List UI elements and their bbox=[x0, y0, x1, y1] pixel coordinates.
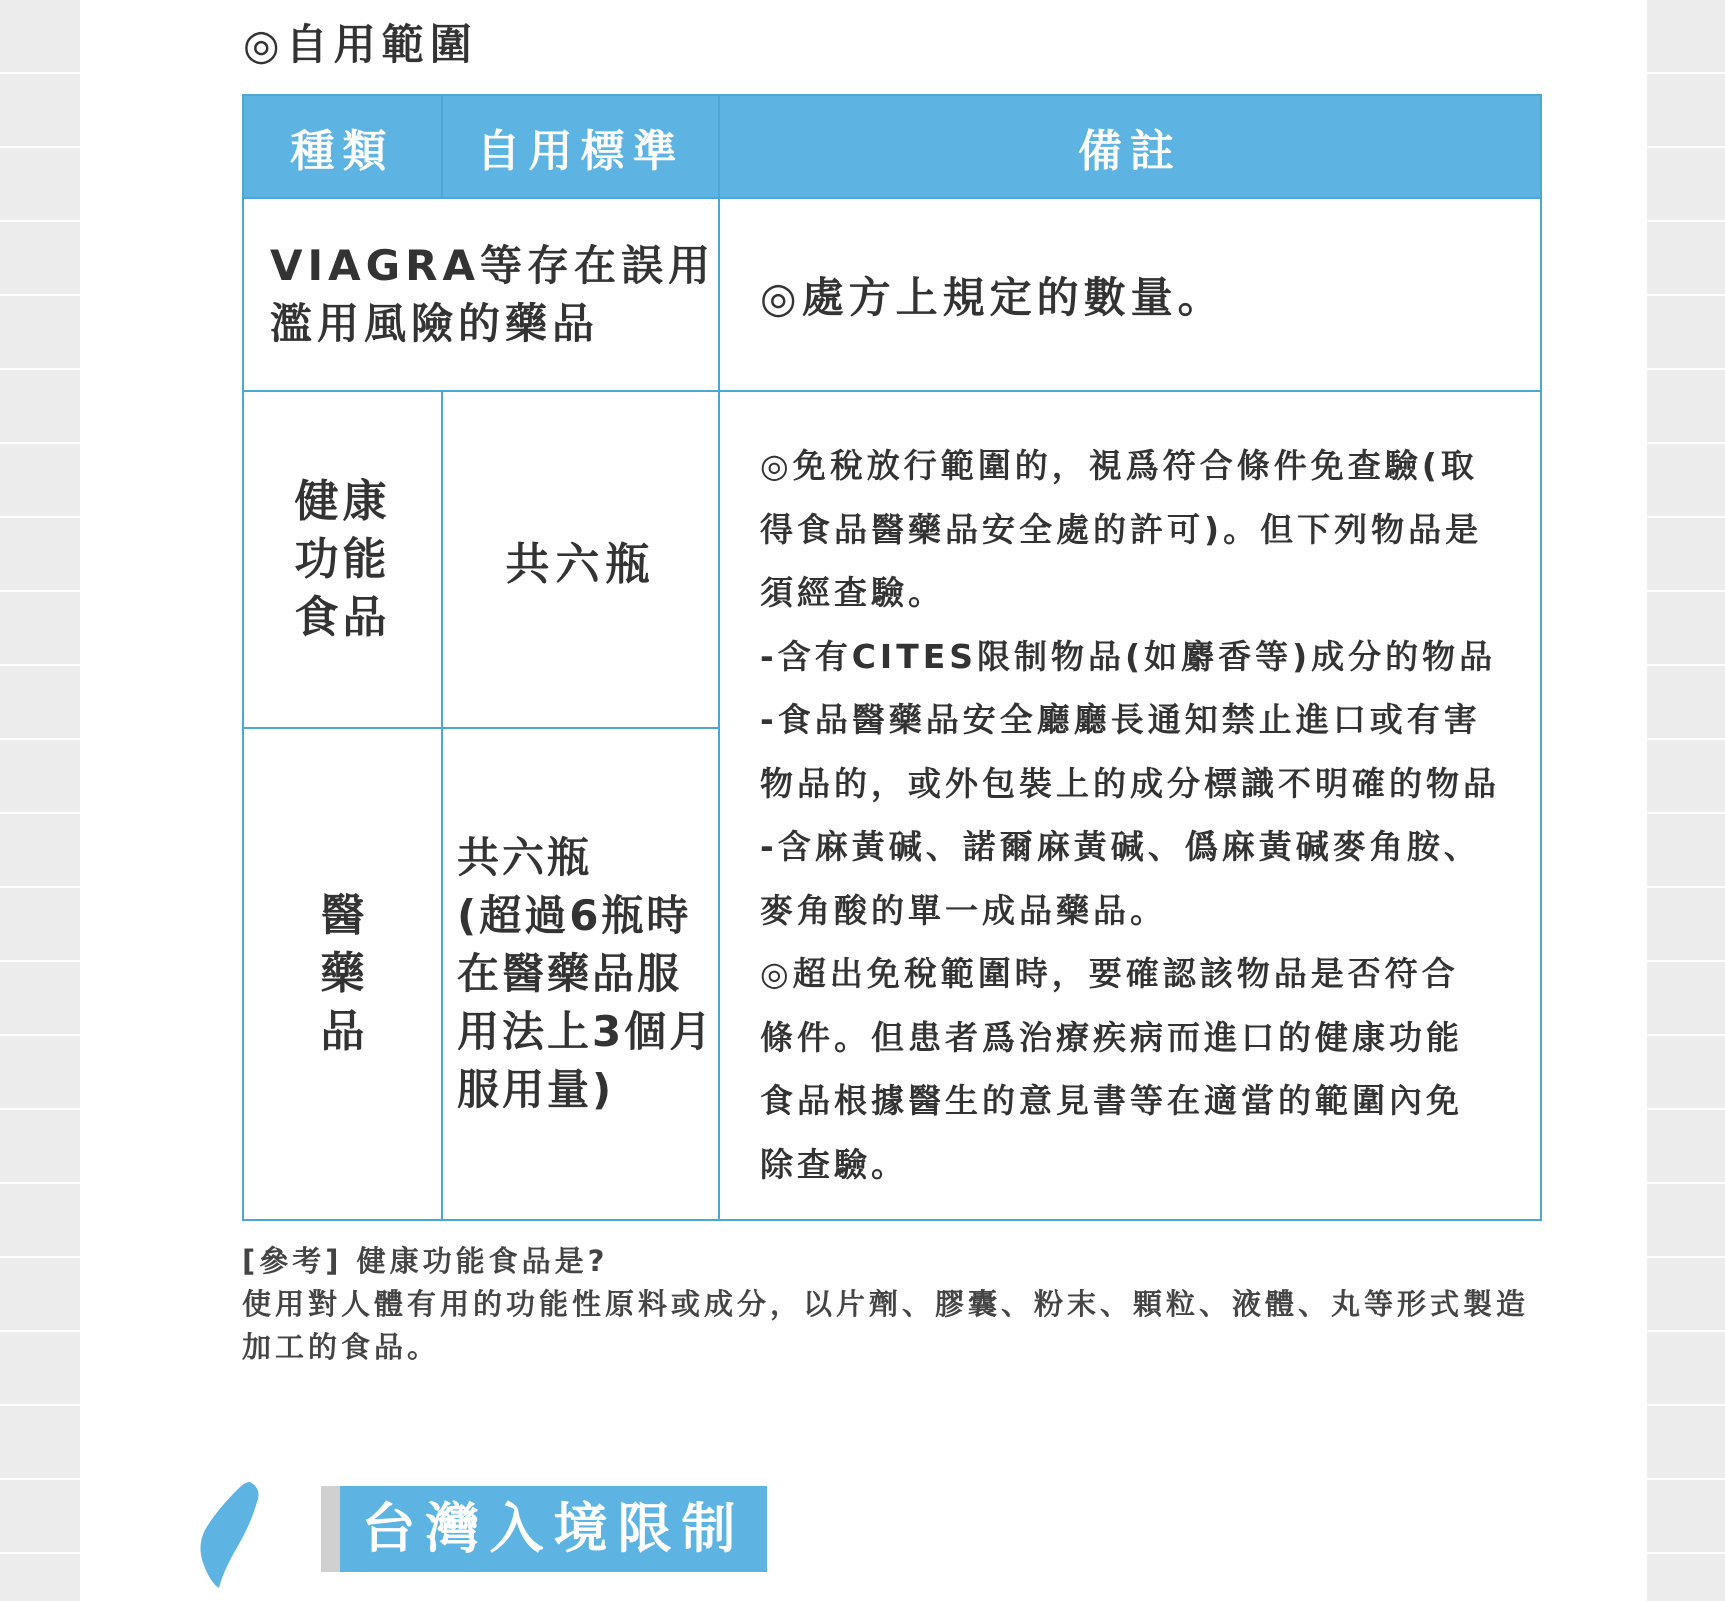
header-type: 種類 bbox=[243, 95, 442, 198]
standard-line: 用法上3個月 bbox=[457, 1007, 715, 1056]
viagra-label bbox=[243, 198, 719, 391]
note-line: 使用對人體有用的功能性原料或成分，以片劑、膠囊、粉末、顆粒、液體、丸等形式製造 bbox=[242, 1287, 1530, 1321]
header-remarks: 備註 bbox=[719, 95, 1541, 198]
standard-line: (超過6瓶時 bbox=[457, 891, 692, 940]
self-use-table bbox=[242, 94, 1542, 1221]
category-line: 健康 bbox=[294, 475, 391, 527]
page bbox=[80, 0, 1647, 1601]
viagra-remark: ◎處方上規定的數量。 bbox=[719, 198, 1541, 391]
category-line: 藥 bbox=[320, 948, 365, 999]
standard-line: 共六瓶 bbox=[457, 833, 593, 882]
medicine-standard bbox=[442, 728, 719, 1220]
table-row-health-food bbox=[243, 391, 1541, 728]
remark-line: 得食品醫藥品安全處的許可)。但下列物品是 bbox=[760, 509, 1483, 549]
note-line: 加工的食品。 bbox=[242, 1330, 441, 1364]
health-food-standard: 共六瓶 bbox=[442, 391, 719, 728]
header-standard: 自用標準 bbox=[442, 95, 719, 198]
taiwan-map-icon bbox=[195, 1480, 265, 1592]
viagra-label-line: VIAGRA等存在誤用 bbox=[270, 240, 715, 290]
remark-line: 除查驗。 bbox=[760, 1144, 908, 1184]
remark-line: -含有CITES限制物品(如麝香等)成分的物品 bbox=[760, 636, 1497, 676]
table-row-viagra bbox=[243, 198, 1541, 391]
remark-line: -含麻黃碱、諾爾麻黃碱、僞麻黃碱麥角胺、 bbox=[760, 827, 1481, 866]
taiwan-entry-banner: 台灣入境限制 bbox=[340, 1486, 767, 1572]
medicine-category bbox=[243, 728, 442, 1220]
remark-line: ◎超出免稅範圍時，要確認該物品是否符合 bbox=[760, 954, 1459, 993]
standard-line: 在醫藥品服 bbox=[457, 949, 683, 998]
category-line: 功能 bbox=[294, 533, 391, 585]
health-food-category bbox=[243, 391, 442, 728]
remark-line: 物品的，或外包裝上的成分標識不明確的物品 bbox=[760, 763, 1500, 803]
section-title: ◎自用範圍 bbox=[243, 20, 478, 69]
remark-line: 食品根據醫生的意見書等在適當的範圍內免 bbox=[760, 1081, 1463, 1120]
remark-line: -食品醫藥品安全廳廳長通知禁止進口或有害 bbox=[760, 700, 1481, 739]
standard-line: 服用量) bbox=[457, 1065, 615, 1114]
remark-line: 須經查驗。 bbox=[760, 573, 945, 612]
category-line: 食品 bbox=[294, 591, 391, 643]
remark-line: ◎免稅放行範圍的，視爲符合條件免查驗(取 bbox=[760, 446, 1478, 485]
shared-remarks bbox=[719, 391, 1541, 1220]
reference-note bbox=[242, 1240, 1542, 1369]
category-line: 品 bbox=[320, 1006, 365, 1057]
note-title: [參考] 健康功能食品是? bbox=[242, 1244, 609, 1278]
remark-line: 麥角酸的單一成品藥品。 bbox=[760, 890, 1167, 930]
category-line: 醫 bbox=[320, 890, 365, 941]
remark-line: 條件。但患者爲治療疾病而進口的健康功能 bbox=[760, 1017, 1463, 1057]
viagra-label-line: 濫用風險的藥品 bbox=[270, 298, 600, 348]
